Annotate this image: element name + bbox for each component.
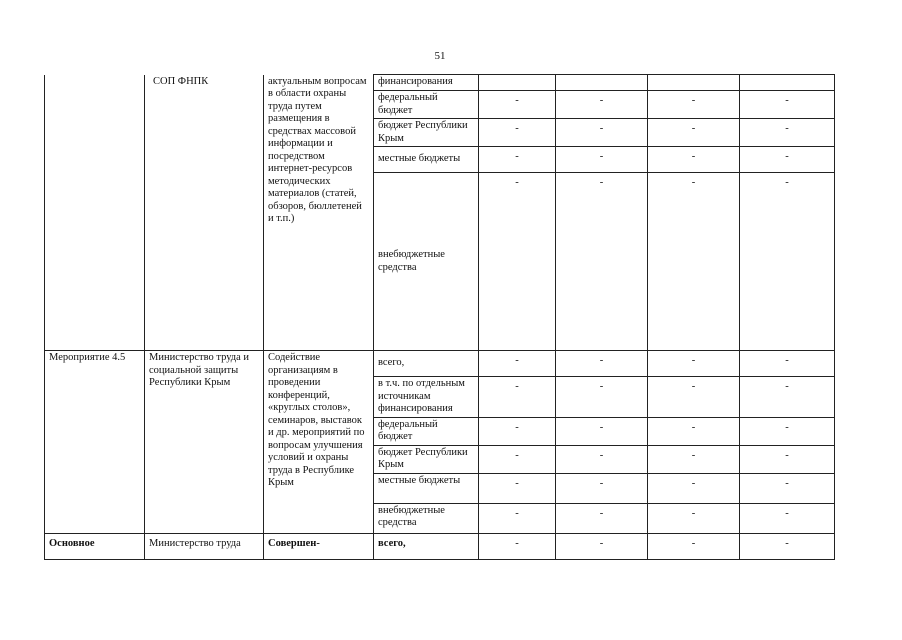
program-table bbox=[44, 74, 835, 560]
description-cell: Содействие организациям в проведении конференций, «круглых столов», семинаров, выставок и др. мероприятий по вопросам улучшения условий и охраны труда в Республике Крым bbox=[264, 351, 374, 534]
value-cell: - bbox=[648, 533, 740, 559]
page-number: 51 bbox=[434, 50, 446, 62]
executor-cell: СОП ФНПК bbox=[145, 75, 264, 351]
source-cell: в т.ч. по отдельным источникам финансирования bbox=[374, 377, 479, 418]
description-cell: актуальным вопросам в области охраны труда путем размещения в средствах массовой информации и посредством интернет-ресурсов методических материалов (статей, обзоров, бюллетеней и т.п.) bbox=[264, 75, 374, 351]
executor-cell: Министерство труда bbox=[145, 533, 264, 559]
value-cell: - bbox=[740, 377, 835, 418]
value-cell: - bbox=[648, 91, 740, 119]
value-cell: - bbox=[648, 119, 740, 147]
table-row bbox=[45, 75, 835, 91]
source-cell: всего, bbox=[374, 533, 479, 559]
value-cell bbox=[556, 75, 648, 91]
source-cell: местные бюджеты bbox=[374, 147, 479, 173]
source-cell: бюджет Республики Крым bbox=[374, 119, 479, 147]
value-cell: - bbox=[740, 173, 835, 351]
value-cell: - bbox=[740, 473, 835, 503]
value-cell bbox=[648, 75, 740, 91]
source-cell: федеральный бюджет bbox=[374, 417, 479, 445]
value-cell: - bbox=[556, 173, 648, 351]
value-cell: - bbox=[648, 377, 740, 418]
value-cell: - bbox=[479, 445, 556, 473]
value-cell: - bbox=[556, 147, 648, 173]
executor-cell: Министерство труда и социальной защиты Республики Крым bbox=[145, 351, 264, 534]
value-cell: - bbox=[648, 417, 740, 445]
table-row bbox=[45, 351, 835, 377]
value-cell: - bbox=[556, 473, 648, 503]
value-cell: - bbox=[556, 417, 648, 445]
source-cell: внебюджетные средства bbox=[374, 173, 479, 351]
value-cell: - bbox=[479, 147, 556, 173]
value-cell: - bbox=[740, 503, 835, 533]
value-cell: - bbox=[648, 147, 740, 173]
value-cell: - bbox=[479, 473, 556, 503]
source-cell: местные бюджеты bbox=[374, 473, 479, 503]
value-cell: - bbox=[740, 91, 835, 119]
value-cell: - bbox=[740, 147, 835, 173]
source-cell: бюджет Республики Крым bbox=[374, 445, 479, 473]
value-cell: - bbox=[740, 351, 835, 377]
value-cell: - bbox=[648, 351, 740, 377]
value-cell: - bbox=[479, 503, 556, 533]
value-cell: - bbox=[556, 351, 648, 377]
value-cell: - bbox=[479, 377, 556, 418]
value-cell: - bbox=[556, 377, 648, 418]
value-cell: - bbox=[556, 445, 648, 473]
value-cell: - bbox=[648, 473, 740, 503]
value-cell: - bbox=[556, 91, 648, 119]
value-cell: - bbox=[556, 119, 648, 147]
value-cell bbox=[740, 75, 835, 91]
value-cell: - bbox=[740, 119, 835, 147]
value-cell: - bbox=[648, 503, 740, 533]
description-cell: Совершен- bbox=[264, 533, 374, 559]
value-cell: - bbox=[479, 119, 556, 147]
value-cell: - bbox=[479, 173, 556, 351]
value-cell: - bbox=[479, 533, 556, 559]
value-cell: - bbox=[479, 351, 556, 377]
value-cell: - bbox=[648, 173, 740, 351]
value-cell: - bbox=[740, 533, 835, 559]
source-cell: федеральный бюджет bbox=[374, 91, 479, 119]
table-row bbox=[45, 533, 835, 559]
value-cell: - bbox=[556, 503, 648, 533]
measure-cell: Мероприятие 4.5 bbox=[45, 351, 145, 534]
value-cell bbox=[479, 75, 556, 91]
measure-cell: Основное bbox=[45, 533, 145, 559]
value-cell: - bbox=[740, 445, 835, 473]
source-cell: финансирования bbox=[374, 75, 479, 91]
value-cell: - bbox=[740, 417, 835, 445]
value-cell: - bbox=[556, 533, 648, 559]
source-cell: всего, bbox=[374, 351, 479, 377]
source-cell: внебюджетные средства bbox=[374, 503, 479, 533]
value-cell: - bbox=[479, 91, 556, 119]
value-cell: - bbox=[479, 417, 556, 445]
measure-cell bbox=[45, 75, 145, 351]
value-cell: - bbox=[648, 445, 740, 473]
